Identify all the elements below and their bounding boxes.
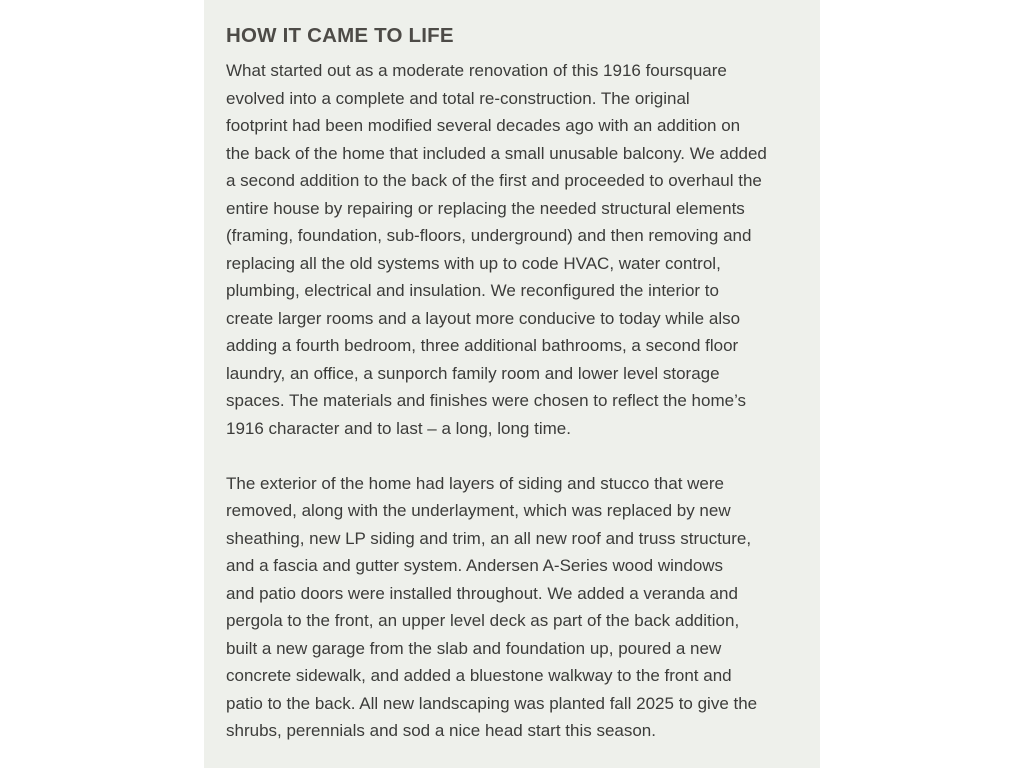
paragraph-line: spaces. The materials and finishes were chosen to reflect the home’s (226, 391, 747, 410)
paragraph-line: The exterior of the home had layers of siding and stucco that were (226, 473, 724, 493)
paragraph-line: concrete sidewalk, and added a bluestone walkway to the front and (226, 666, 732, 685)
paragraph-line: shrubs, perennials and sod a nice head start this season. (226, 721, 656, 740)
paragraph-line: plumbing, electrical and insulation. We reconfigured the interior to (226, 281, 719, 300)
paragraph-line: the back of the home that included a small unusable balcony. We added (226, 143, 767, 163)
paragraph-line: laundry, an office, a sunporch family room and lower level storage (226, 363, 720, 383)
paragraph-line: evolved into a complete and total re-construction. The original (226, 88, 690, 108)
article-body (226, 57, 802, 745)
paragraph-line: sheathing, new LP siding and trim, an all new roof and truss structure, (226, 528, 752, 548)
paragraph-line: a second addition to the back of the first and proceeded to overhaul the (226, 171, 762, 190)
body-paragraph (226, 470, 802, 745)
paragraph-line: (framing, foundation, sub-floors, underground) and then removing and (226, 226, 752, 245)
paragraph-line: and a fascia and gutter system. Andersen A-Series wood windows (226, 556, 724, 575)
paragraph-line: patio to the back. All new landscaping was planted fall 2025 to give the (226, 693, 758, 713)
paragraph-line: replacing all the old systems with up to code HVAC, water control, (226, 253, 721, 273)
paragraph-line: pergola to the front, an upper level deck as part of the back addition, (226, 611, 740, 630)
paragraph-line: 1916 character and to last – a long, long time. (226, 418, 571, 438)
section-heading: HOW IT CAME TO LIFE (226, 24, 454, 47)
paragraph-line: removed, along with the underlayment, which was replaced by new (226, 501, 731, 520)
paragraph-line: adding a fourth bedroom, three additional bathrooms, a second floor (226, 336, 739, 355)
paragraph-line: and patio doors were installed throughout. We added a veranda and (226, 583, 738, 603)
paragraph-line: footprint had been modified several decades ago with an addition on (226, 116, 741, 135)
paragraph-line: create larger rooms and a layout more conducive to today while also (226, 308, 741, 328)
paragraph-line: built a new garage from the slab and foundation up, poured a new (226, 638, 722, 658)
article-panel (204, 0, 820, 768)
body-paragraph (226, 57, 802, 442)
paragraph-line: entire house by repairing or replacing the needed structural elements (226, 198, 745, 218)
paragraph-line: What started out as a moderate renovation of this 1916 foursquare (226, 61, 727, 80)
